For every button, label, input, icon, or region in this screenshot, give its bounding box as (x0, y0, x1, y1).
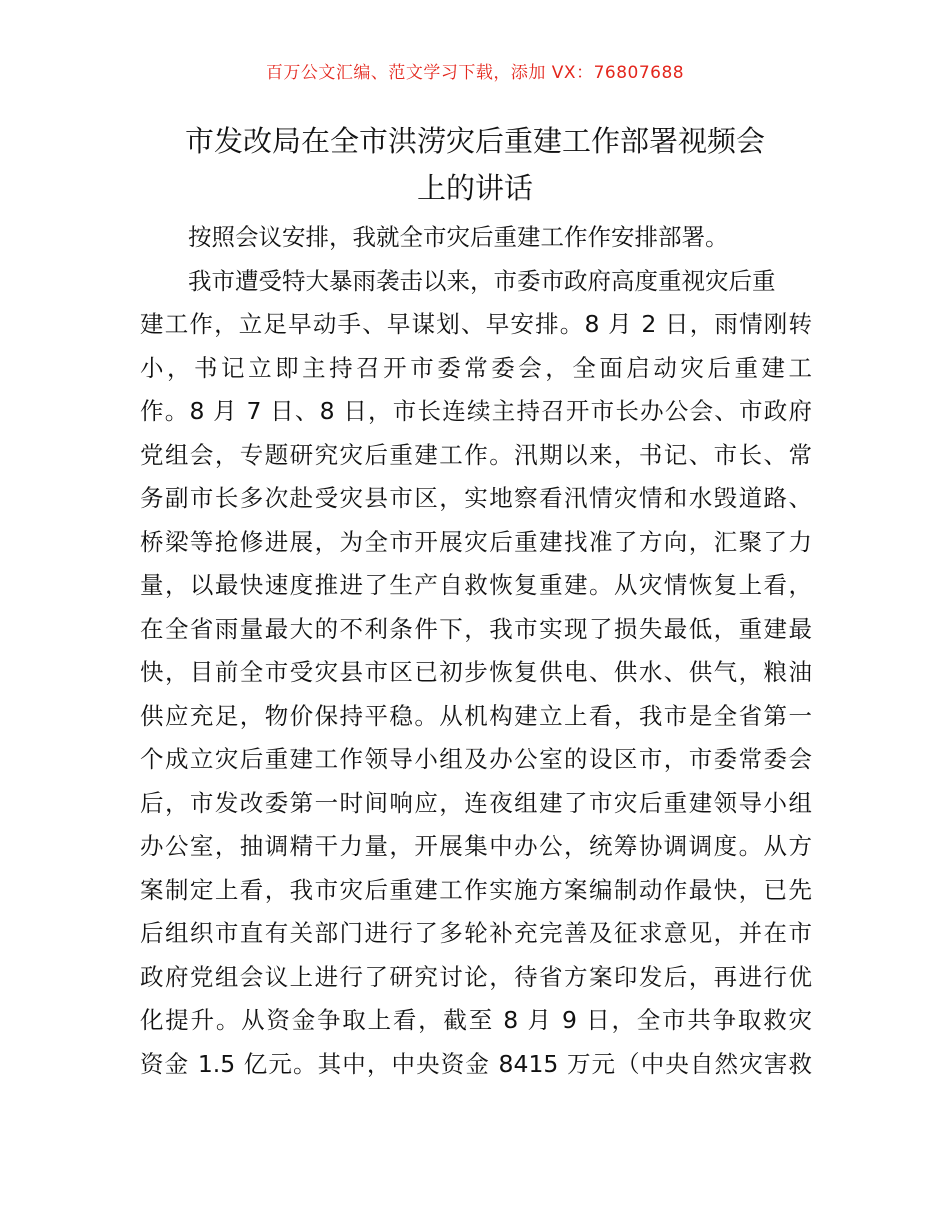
header-banner: 百万公文汇编、范文学习下载，添加 VX：76807688 (265, 63, 685, 83)
document-title (100, 118, 850, 212)
paragraph-line: 按照会议安排，我就全市灾后重建工作作安排部署。 (188, 223, 729, 251)
paragraph-line: 案制定上看，我市灾后重建工作实施方案编制动作最快，已先 (140, 875, 812, 904)
paragraph-line: 量，以最快速度推进了生产自救恢复重建。从灾情恢复上看， (140, 571, 812, 599)
paragraph-line: 务副市长多次赴受灾县市区，实地察看汛情灾情和水毁道路、 (140, 484, 812, 512)
document-body (140, 216, 812, 1086)
paragraph-line: 后组织市直有关部门进行了多轮补充完善及征求意见，并在市 (140, 919, 812, 947)
paragraph-line: 小，书记立即主持召开市委常委会，全面启动灾后重建工 (140, 353, 812, 382)
document-title-line: 上的讲话 (416, 171, 533, 205)
paragraph-line: 办公室，抽调精干力量，开展集中办公，统筹协调调度。从方 (140, 832, 812, 860)
paragraph-line: 资金 1.5 亿元。其中，中央资金 8415 万元（中央自然灾害救 (140, 1049, 812, 1078)
paragraph-line: 政府党组会议上进行了研究讨论，待省方案印发后，再进行优 (140, 962, 812, 991)
paragraph-line: 快，目前全市受灾县市区已初步恢复供电、供水、供气，粮油 (140, 658, 812, 686)
paragraph-line: 我市遭受特大暴雨袭击以来，市委市政府高度重视灾后重 (188, 266, 776, 295)
paragraph-line: 在全省雨量最大的不利条件下，我市实现了损失最低，重建最 (140, 614, 812, 643)
paragraph-line: 供应充足，物价保持平稳。从机构建立上看，我市是全省第一 (140, 701, 812, 730)
paragraph-line: 建工作，立足早动手、早谋划、早安排。8 月 2 日，雨情刚转 (140, 310, 812, 338)
paragraph-line: 作。8 月 7 日、8 日，市长连续主持召开市长办公会、市政府 (140, 397, 812, 425)
paragraph-line: 党组会，专题研究灾后重建工作。汛期以来，书记、市长、常 (140, 440, 812, 469)
paragraph-line: 个成立灾后重建工作领导小组及办公室的设区市，市委常委会 (140, 745, 812, 773)
paragraph-line: 桥梁等抢修进展，为全市开展灾后重建找准了方向，汇聚了力 (140, 527, 812, 556)
paragraph-line: 后，市发改委第一时间响应，连夜组建了市灾后重建领导小组 (140, 788, 812, 817)
document-title-line: 市发改局在全市洪涝灾后重建工作部署视频会 (184, 124, 765, 158)
paragraph-line: 化提升。从资金争取上看，截至 8 月 9 日，全市共争取救灾 (140, 1006, 812, 1034)
